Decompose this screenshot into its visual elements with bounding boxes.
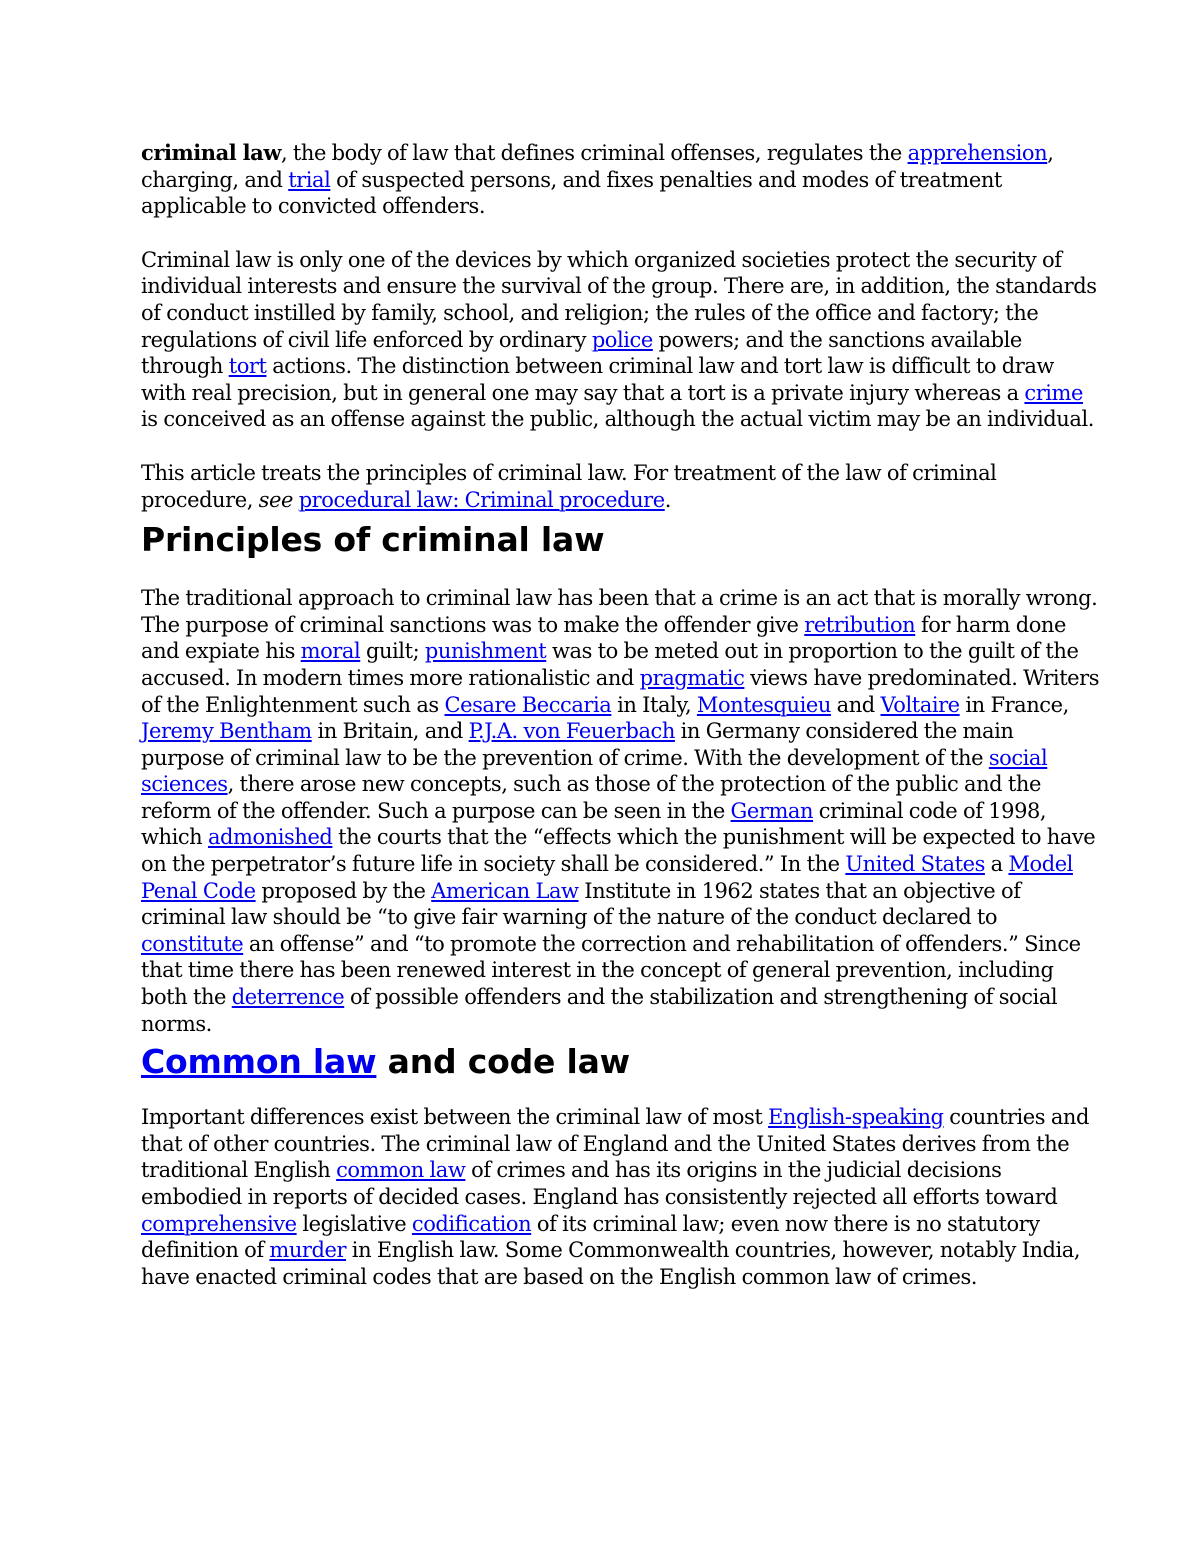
common-law-paragraph: Important differences exist between the criminal law of most English-speaking countries and that of other countries. The criminal law of England and the United States derives from the traditional English common law of crimes and has its origins in the judicial decisions embodied in reports of decided cases. England has consistently rejected all efforts toward comprehensive legislative codification of its criminal law; even now there is no statutory definition of murder in English law. Some Commonwealth countries, however, notably India, have enacted criminal codes that are based on the English common law of crimes. — [141, 1105, 1089, 1289]
term-criminal-law: criminal law — [141, 140, 281, 165]
link-constitute[interactable]: constitute — [141, 931, 244, 956]
link-trial[interactable]: trial — [288, 167, 331, 192]
link-american-law[interactable]: American Law — [431, 878, 579, 903]
link-procedural-law[interactable]: procedural law: Criminal procedure — [298, 487, 665, 512]
link-retribution[interactable]: retribution — [804, 612, 916, 637]
link-comprehensive[interactable]: comprehensive — [141, 1211, 297, 1236]
link-crime[interactable]: crime — [1024, 380, 1083, 405]
link-tort[interactable]: tort — [228, 354, 267, 379]
devices-paragraph: Criminal law is only one of the devices by which organized societies protect the security of individual interests and ensure the survival of the group. There are, in addition, the standards of conduct instilled by family, school, and religion; the rules of the office and factory; the regulations of civil life enforced by ordinary police powers; and the sanctions available through tort actions. The distinction between criminal law and tort law is difficult to draw with real precision, but in general one may say that a tort is a private injury whereas a crime is conceived as an offense against the public, although the actual victim may be an individual. — [141, 247, 1097, 432]
link-common-law-heading[interactable]: Common law — [141, 1042, 377, 1082]
link-model-penal-code[interactable]: Model Penal Code — [141, 852, 1073, 903]
link-english-speaking[interactable]: English-speaking — [768, 1105, 944, 1130]
link-police[interactable]: police — [591, 327, 653, 352]
link-german[interactable]: German — [730, 798, 814, 823]
link-voltaire[interactable]: Voltaire — [880, 692, 960, 717]
link-cesare-beccaria[interactable]: Cesare Beccaria — [444, 692, 612, 717]
link-admonished[interactable]: admonished — [207, 825, 333, 850]
link-social-sciences[interactable]: social sciences — [141, 745, 1048, 797]
link-apprehension[interactable]: apprehension — [907, 141, 1048, 165]
link-pragmatic[interactable]: pragmatic — [639, 665, 745, 690]
link-punishment[interactable]: punishment — [424, 639, 547, 664]
link-deterrence[interactable]: deterrence — [231, 985, 345, 1010]
link-montesquieu[interactable]: Montesquieu — [696, 692, 831, 717]
see-italic: see — [258, 487, 293, 512]
intro-paragraph: criminal law, the body of law that defines criminal offenses, regulates the apprehension, charging, and trial of suspected persons, and fixes penalties and modes of treatment applicable to convicted offenders. — [141, 140, 1054, 219]
link-feuerbach[interactable]: P.J.A. von Feuerbach — [468, 719, 675, 744]
link-murder[interactable]: murder — [269, 1238, 347, 1263]
link-codification[interactable]: codification — [411, 1211, 532, 1236]
link-united-states[interactable]: United States — [845, 852, 985, 877]
link-jeremy-bentham[interactable]: Jeremy Bentham — [141, 719, 312, 744]
link-moral[interactable]: moral — [300, 639, 361, 664]
link-common-law[interactable]: common law — [336, 1158, 466, 1183]
scope-paragraph: This article treats the principles of criminal law. For treatment of the law of criminal procedure, see procedural law: Criminal procedure. — [141, 460, 997, 512]
heading-principles: Principles of criminal law — [141, 520, 605, 560]
principles-paragraph: The traditional approach to criminal law has been that a crime is an act that is morally wrong. The purpose of criminal sanctions was to make the offender give retribution for harm done and expiate his moral guilt; punishment was to be meted out in proportion to the guilt of the accused. In modern times more rationalistic and pragmatic views have predominated. Writers of the Enlightenment such as Cesare Beccaria in Italy, Montesquieu and Voltaire in France, Jeremy Bentham in Britain, and P.J.A. von Feuerbach in Germany considered the main purpose of criminal law to be the prevention of crime. With the development of the social sciences, there arose new concepts, such as those of the protection of the public and the reform of the offender. Such a purpose can be seen in the German criminal code of 1998, which admonished the courts that the “effects which the punishment will be expected to have on the perpetrator’s future life in society shall be considered.” In the United States a Model Penal Code proposed by the American Law Institute in 1962 states that an objective of criminal law should be “to give fair warning of the nature of the conduct declared to constitute an offense” and “to promote the correction and rehabilitation of offenders.” Since that time there has been renewed interest in the concept of general prevention, including both the deterrence of possible offenders and the stabilization and strengthening of social norms. — [141, 586, 1100, 1036]
heading-common-law: Common law and code law — [141, 1042, 630, 1082]
